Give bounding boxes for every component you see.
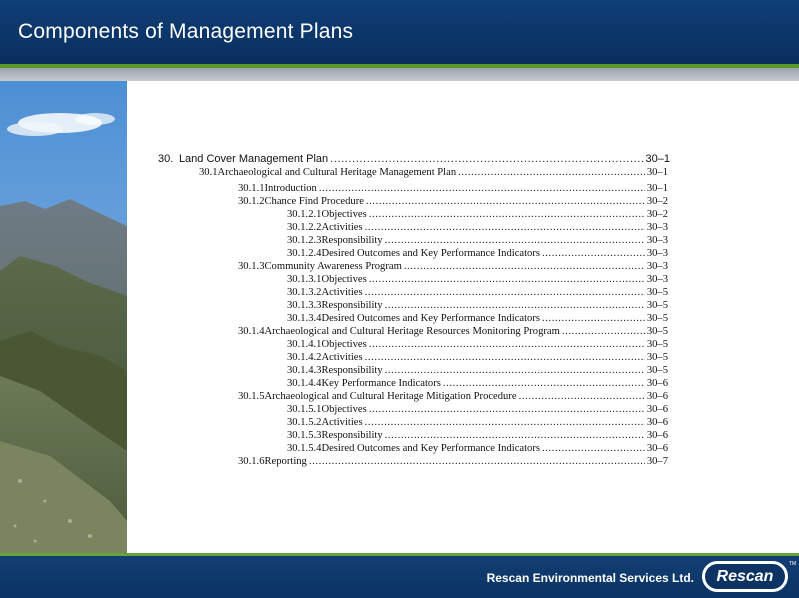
toc-entry-title: Archaeological and Cultural Heritage Mitigation Procedure (264, 391, 517, 402)
toc-entry-page: 30–5 (646, 300, 668, 311)
toc-leader-dots (385, 300, 645, 311)
toc-entry-page: 30–1 (646, 167, 668, 178)
page-title: Components of Management Plans (18, 20, 354, 43)
toc-entry-page: 30–5 (646, 352, 668, 363)
header-bar (0, 0, 799, 64)
toc-leader-dots (542, 248, 645, 259)
toc-entry-title: Introduction (264, 183, 317, 194)
mountain-landscape-image (0, 81, 127, 553)
toc-entry-page: 30–3 (646, 235, 668, 246)
toc-leader-dots (443, 378, 645, 389)
toc-entry-page: 30–6 (646, 378, 668, 389)
toc-entry-page: 30–6 (646, 417, 668, 428)
toc-entry[interactable] (287, 365, 668, 378)
company-name: Rescan Environmental Services Ltd. (486, 571, 694, 585)
footer-accent-stripe (0, 553, 799, 556)
toc-entry-number: 30.1.2.4 (287, 248, 322, 259)
toc-entry[interactable] (238, 183, 668, 196)
toc-entry-page: 30–1 (645, 153, 670, 165)
toc-entry[interactable] (287, 313, 668, 326)
toc-leader-dots (365, 352, 645, 363)
toc-leader-dots (562, 326, 645, 337)
toc-leader-dots (542, 313, 645, 324)
toc-entry-title: Chance Find Procedure (264, 196, 364, 207)
toc-entry-title: Activities (321, 287, 363, 298)
toc-entry-page: 30–5 (646, 365, 668, 376)
toc-entry-page: 30–3 (646, 274, 668, 285)
toc-entry[interactable] (287, 352, 668, 365)
toc-entry-number: 30.1.5.1 (287, 404, 322, 415)
toc-entry-title: Objectives (321, 274, 367, 285)
toc-entry-number: 30.1.2.3 (287, 235, 322, 246)
toc-entry-number: 30.1.3.1 (287, 274, 322, 285)
toc-entry-title: Key Performance Indicators (321, 378, 441, 389)
toc-entry-number: 30.1.3 (238, 261, 265, 272)
toc-entry[interactable] (287, 417, 668, 430)
toc-entry[interactable] (287, 222, 668, 235)
toc-entry[interactable] (287, 430, 668, 443)
trademark-mark: TM (789, 561, 797, 567)
toc-entry-number: 30.1.5.3 (287, 430, 322, 441)
toc-entry-number: 30.1.5 (238, 391, 265, 402)
toc-leader-dots (369, 209, 645, 220)
toc-entry-title: Desired Outcomes and Key Performance Indicators (321, 248, 541, 259)
toc-entry-title: Responsibility (321, 235, 383, 246)
toc-leader-dots (458, 167, 645, 178)
toc-entry-title: Objectives (321, 339, 367, 350)
toc-entry-number: 30.1 (199, 167, 218, 178)
toc-entry-number: 30.1.3.3 (287, 300, 322, 311)
toc-entry-page: 30–3 (646, 248, 668, 259)
toc-entry-page: 30–5 (646, 313, 668, 324)
toc-entry[interactable] (287, 209, 668, 222)
toc-leader-dots (404, 261, 645, 272)
toc-entry-number: 30.1.5.4 (287, 443, 322, 454)
toc-entry[interactable] (238, 326, 668, 339)
toc-entry-page: 30–5 (646, 339, 668, 350)
toc-entry-page: 30–6 (646, 404, 668, 415)
toc-leader-dots (365, 417, 645, 428)
toc-entry-title: Responsibility (321, 365, 383, 376)
toc-entry-title: Activities (321, 352, 363, 363)
toc-entry-page: 30–3 (646, 222, 668, 233)
toc-entry-page: 30–1 (646, 183, 668, 194)
toc-entry[interactable] (238, 261, 668, 274)
toc-entry[interactable] (287, 300, 668, 313)
toc-entry-number: 30.1.2 (238, 196, 265, 207)
toc-entry-title: Objectives (321, 404, 367, 415)
toc-entry-number: 30.1.4.3 (287, 365, 322, 376)
toc-entry-page: 30–3 (646, 261, 668, 272)
toc-entry-page: 30–5 (646, 326, 668, 337)
toc-entry-number: 30.1.3.2 (287, 287, 322, 298)
toc-entry-title: Archaeological and Cultural Heritage Resources Monitoring Program (264, 326, 560, 337)
toc-entry-number: 30.1.2.2 (287, 222, 322, 233)
toc-leader-dots (519, 391, 645, 402)
toc-leader-dots (366, 196, 645, 207)
logo-text: Rescan (716, 568, 774, 585)
toc-leader-dots (365, 222, 645, 233)
toc-entry[interactable] (287, 235, 668, 248)
toc-leader-dots (369, 339, 645, 350)
toc-leader-dots (542, 443, 645, 454)
toc-entry[interactable] (199, 167, 668, 180)
toc-entry-number: 30.1.4.1 (287, 339, 322, 350)
toc-entry-number: 30.1.4.4 (287, 378, 322, 389)
toc-entry-title: Activities (321, 417, 363, 428)
toc-entry-page: 30–2 (646, 196, 668, 207)
toc-entry-number: 30.1.1 (238, 183, 265, 194)
toc-entry-number: 30.1.4 (238, 326, 265, 337)
toc-leader-dots (365, 287, 645, 298)
toc-entry[interactable] (287, 287, 668, 300)
toc-entry-title: Archaeological and Cultural Heritage Management Plan (217, 167, 457, 178)
toc-leader-dots (385, 430, 645, 441)
toc-entry[interactable] (287, 443, 668, 456)
toc-entry[interactable] (238, 196, 668, 209)
toc-entry-page: 30–6 (646, 430, 668, 441)
toc-entry-number: 30.1.6 (238, 456, 265, 467)
toc-entry-number: 30. (158, 153, 174, 165)
toc-entry-number: 30.1.5.2 (287, 417, 322, 428)
toc-entry-title: Activities (321, 222, 363, 233)
toc-entry-title: Responsibility (321, 300, 383, 311)
toc-entry[interactable] (238, 456, 668, 469)
toc-entry[interactable] (287, 274, 668, 287)
toc-entry[interactable] (287, 339, 668, 352)
toc-entry-number: 30.1.4.2 (287, 352, 322, 363)
toc-entry-number: 30.1.2.1 (287, 209, 322, 220)
toc-leader-dots (369, 274, 645, 285)
toc-leader-dots (385, 235, 645, 246)
toc-entry[interactable] (238, 391, 668, 404)
header-divider-band (0, 68, 799, 81)
toc-leader-dots (319, 183, 645, 194)
toc-entry-title: Reporting (264, 456, 307, 467)
toc-leader-dots (385, 365, 645, 376)
toc-leader-dots (309, 456, 645, 467)
toc-entry-page: 30–6 (646, 391, 668, 402)
toc-leader-dots (330, 153, 643, 165)
toc-entry[interactable] (287, 404, 668, 417)
toc-entry-page: 30–2 (646, 209, 668, 220)
toc-entry-title: Land Cover Management Plan (178, 153, 329, 165)
toc-entry-page: 30–6 (646, 443, 668, 454)
toc-entry-title: Objectives (321, 209, 367, 220)
toc-entry[interactable] (287, 248, 668, 261)
toc-entry-title: Desired Outcomes and Key Performance Indicators (321, 313, 541, 324)
rescan-logo (702, 561, 788, 592)
toc-entry[interactable] (158, 153, 670, 166)
toc-entry-number: 30.1.3.4 (287, 313, 322, 324)
toc-entry-page: 30–5 (646, 287, 668, 298)
toc-entry-title: Community Awareness Program (264, 261, 402, 272)
toc-entry-title: Desired Outcomes and Key Performance Indicators (321, 443, 541, 454)
toc-entry-title: Responsibility (321, 430, 383, 441)
toc-entry-page: 30–7 (646, 456, 668, 467)
toc-entry[interactable] (287, 378, 668, 391)
toc-leader-dots (369, 404, 645, 415)
